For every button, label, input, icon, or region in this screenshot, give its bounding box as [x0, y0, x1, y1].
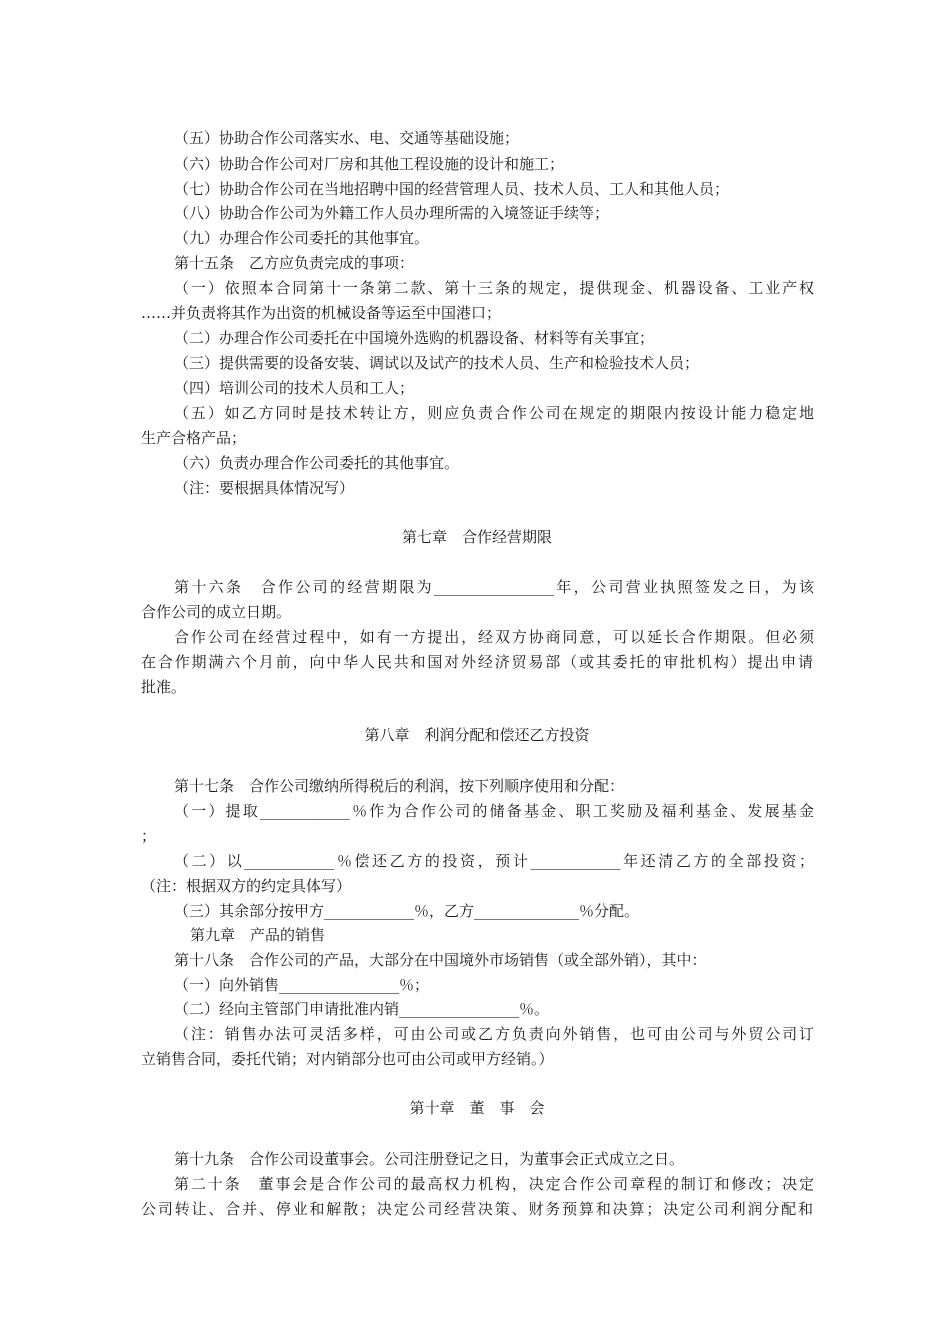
- chapter-heading: 第十章 董 事 会: [409, 1099, 545, 1117]
- article-heading: 第十六条 合作公司的经营期限为________________年，公司营业执照签发之日，为该: [174, 578, 814, 596]
- text-line: （五）协助合作公司落实水、电、交通等基础设施；: [174, 129, 520, 147]
- text-line: 合作公司的成立日期。: [141, 603, 292, 621]
- text-line: （六）协助合作公司对厂房和其他工程设施的设计和施工；: [174, 155, 565, 173]
- note-line: （注：要根据具体情况写）: [174, 479, 355, 497]
- note-line: （注：根据双方的约定具体写）: [141, 877, 352, 895]
- text-line: （七）协助合作公司在当地招聘中国的经营管理人员、技术人员、工人和其他人员；: [174, 180, 730, 198]
- text-line: （二）办理合作公司委托在中国境外选购的机器设备、材料等有关事宜；: [174, 329, 655, 347]
- text-line: （一）依照本合同第十一条第二款、第十三条的规定，提供现金、机器设备、工业产权: [174, 279, 814, 297]
- text-line: ……并负责将其作为出资的机械设备等运至中国港口；: [141, 304, 502, 322]
- text-line: （九）办理合作公司委托的其他事宜。: [174, 229, 430, 247]
- text-line: （二）经向主管部门申请批准内销________________％。: [174, 1000, 550, 1018]
- text-line: ；: [141, 827, 157, 845]
- text-line: （八）协助合作公司为外籍工作人员办理所需的入境签证手续等；: [174, 204, 610, 222]
- chapter-heading: 第九章 产品的销售: [190, 926, 326, 944]
- article-heading: 第十七条 合作公司缴纳所得税后的利润，按下列顺序使用和分配：: [174, 777, 625, 795]
- note-line: 立销售合同，委托代销；对内销部分也可由公司或甲方经销。）: [141, 1050, 554, 1068]
- article-heading: 第二十条 董事会是合作公司的最高权力机构，决定合作公司章程的制订和修改；决定: [174, 1175, 814, 1193]
- article-heading: 第十八条 合作公司的产品，大部分在中国境外市场销售（或全部外销），其中：: [174, 951, 707, 969]
- text-line: 公司转让、合并、停业和解散；决定公司经营决策、财务预算和决算；决定公司利润分配和: [141, 1200, 813, 1218]
- text-line: 合作公司在经营过程中，如有一方提出，经双方协商同意，可以延长合作期限。但必须: [174, 628, 814, 646]
- text-line: 在合作期满六个月前，向中华人民共和国对外经济贸易部（或其委托的审批机构）提出申请: [141, 653, 813, 671]
- text-line: 批准。: [141, 678, 187, 696]
- chapter-heading: 第八章 利润分配和偿还乙方投资: [364, 726, 590, 744]
- text-line: （一）向外销售________________％；: [174, 976, 430, 994]
- text-line: （三）提供需要的设备安装、调试以及试产的技术人员、生产和检验技术人员；: [174, 354, 700, 372]
- text-line: （四）培训公司的技术人员和工人；: [174, 379, 415, 397]
- text-line: （六）负责办理合作公司委托的其他事宜。: [174, 454, 460, 472]
- text-line: （二）以____________％偿还乙方的投资，预计____________年还清乙方的全部投资；: [174, 852, 814, 870]
- text-line: （五）如乙方同时是技术转让方，则应负责合作公司在规定的期限内按设计能力稳定地: [174, 404, 814, 422]
- article-heading: 第十九条 合作公司设董事会。公司注册登记之日，为董事会正式成立之日。: [174, 1150, 685, 1168]
- chapter-heading: 第七章 合作经营期限: [401, 528, 552, 546]
- note-line: （注：销售办法可灵活多样，可由公司或乙方负责向外销售，也可由公司与外贸公司订: [174, 1025, 814, 1043]
- article-heading: 第十五条 乙方应负责完成的事项：: [174, 254, 415, 272]
- text-line: （一）提取____________％作为合作公司的储备基金、职工奖励及福利基金、发展基金: [174, 802, 814, 820]
- text-line: 生产合格产品；: [141, 429, 247, 447]
- text-line: （三）其余部分按甲方____________％，乙方______________％分配。: [174, 902, 640, 920]
